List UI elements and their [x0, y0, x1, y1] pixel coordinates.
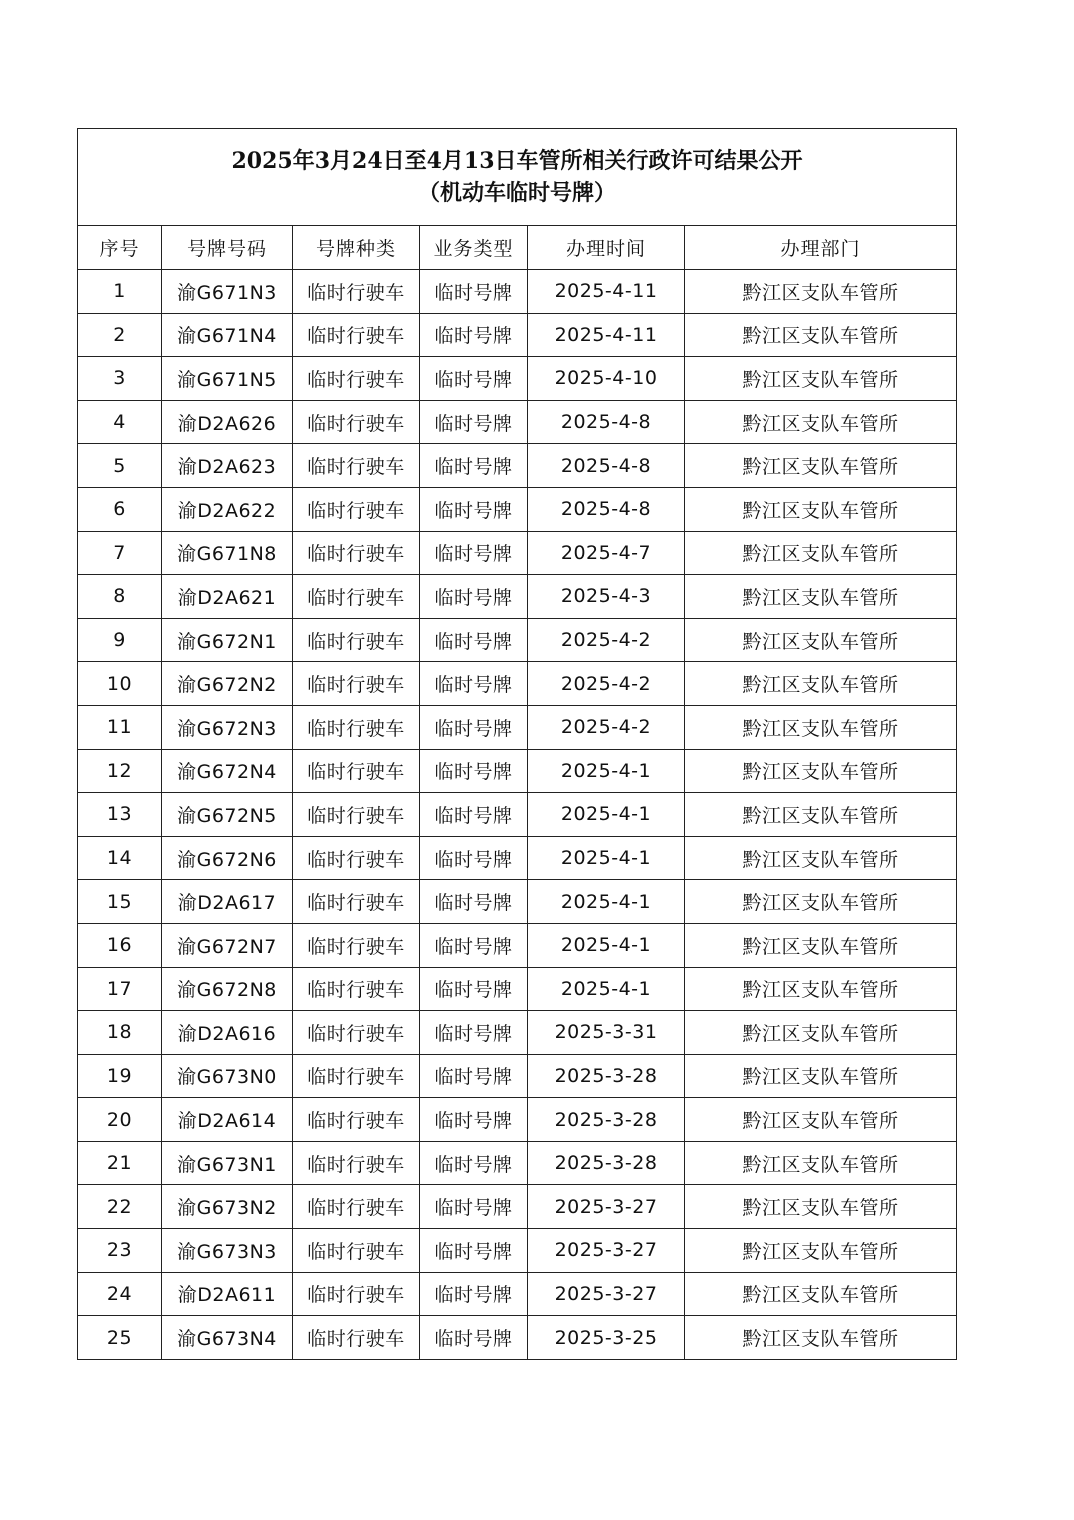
cell-department: 黔江区支队车管所 — [685, 923, 957, 967]
cell-plate-type: 临时行驶车 — [293, 270, 420, 314]
cell-department: 黔江区支队车管所 — [685, 487, 957, 531]
cell-plate-type: 临时行驶车 — [293, 1229, 420, 1273]
cell-plate-number: 渝D2A614 — [162, 1098, 293, 1142]
cell-department: 黔江区支队车管所 — [685, 749, 957, 793]
cell-processing-date: 2025-4-1 — [528, 793, 685, 837]
cell-department: 黔江区支队车管所 — [685, 1098, 957, 1142]
cell-processing-date: 2025-3-28 — [528, 1054, 685, 1098]
cell-processing-date: 2025-3-25 — [528, 1316, 685, 1360]
cell-index: 2 — [78, 313, 162, 357]
cell-plate-number: 渝G673N1 — [162, 1141, 293, 1185]
cell-plate-type: 临时行驶车 — [293, 923, 420, 967]
cell-plate-type: 临时行驶车 — [293, 444, 420, 488]
cell-plate-number: 渝D2A611 — [162, 1272, 293, 1316]
cell-department: 黔江区支队车管所 — [685, 270, 957, 314]
cell-index: 25 — [78, 1316, 162, 1360]
cell-department: 黔江区支队车管所 — [685, 357, 957, 401]
cell-department: 黔江区支队车管所 — [685, 1316, 957, 1360]
table-row — [78, 1054, 957, 1098]
table-row — [78, 967, 957, 1011]
table-row — [78, 923, 957, 967]
table-row — [78, 662, 957, 706]
cell-plate-type: 临时行驶车 — [293, 357, 420, 401]
cell-department: 黔江区支队车管所 — [685, 836, 957, 880]
cell-plate-number: 渝G673N3 — [162, 1229, 293, 1273]
cell-processing-date: 2025-4-8 — [528, 487, 685, 531]
document-title — [78, 129, 957, 226]
cell-index: 20 — [78, 1098, 162, 1142]
cell-plate-number: 渝G671N5 — [162, 357, 293, 401]
cell-processing-date: 2025-4-1 — [528, 880, 685, 924]
table-row — [78, 313, 957, 357]
cell-plate-number: 渝G672N8 — [162, 967, 293, 1011]
cell-plate-number: 渝G673N4 — [162, 1316, 293, 1360]
cell-index: 10 — [78, 662, 162, 706]
column-header-plate-type: 号牌种类 — [293, 226, 420, 270]
table-row — [78, 270, 957, 314]
table-row — [78, 1098, 957, 1142]
cell-business-type: 临时号牌 — [420, 749, 528, 793]
table-row — [78, 1011, 957, 1055]
cell-plate-number: 渝D2A617 — [162, 880, 293, 924]
cell-index: 9 — [78, 618, 162, 662]
cell-plate-type: 临时行驶车 — [293, 880, 420, 924]
cell-department: 黔江区支队车管所 — [685, 531, 957, 575]
title-line-2: （机动车临时号牌） — [418, 180, 617, 206]
cell-processing-date: 2025-3-27 — [528, 1229, 685, 1273]
cell-plate-type: 临时行驶车 — [293, 662, 420, 706]
cell-plate-number: 渝G671N8 — [162, 531, 293, 575]
cell-department: 黔江区支队车管所 — [685, 1185, 957, 1229]
table-row — [78, 487, 957, 531]
table-row — [78, 880, 957, 924]
cell-plate-number: 渝D2A623 — [162, 444, 293, 488]
cell-plate-type: 临时行驶车 — [293, 313, 420, 357]
cell-business-type: 临时号牌 — [420, 444, 528, 488]
cell-index: 5 — [78, 444, 162, 488]
cell-plate-number: 渝G672N3 — [162, 705, 293, 749]
cell-index: 15 — [78, 880, 162, 924]
table-row — [78, 1229, 957, 1273]
cell-department: 黔江区支队车管所 — [685, 967, 957, 1011]
cell-index: 22 — [78, 1185, 162, 1229]
cell-index: 18 — [78, 1011, 162, 1055]
cell-plate-number: 渝D2A626 — [162, 400, 293, 444]
cell-index: 21 — [78, 1141, 162, 1185]
cell-department: 黔江区支队车管所 — [685, 662, 957, 706]
cell-plate-type: 临时行驶车 — [293, 575, 420, 619]
cell-department: 黔江区支队车管所 — [685, 793, 957, 837]
cell-index: 7 — [78, 531, 162, 575]
cell-index: 11 — [78, 705, 162, 749]
cell-business-type: 临时号牌 — [420, 487, 528, 531]
cell-plate-type: 临时行驶车 — [293, 967, 420, 1011]
cell-plate-number: 渝G673N0 — [162, 1054, 293, 1098]
title-line-1: 2025年3月24日至4月13日车管所相关行政许可结果公开 — [231, 148, 803, 174]
cell-plate-number: 渝G672N6 — [162, 836, 293, 880]
cell-plate-type: 临时行驶车 — [293, 1141, 420, 1185]
cell-business-type: 临时号牌 — [420, 793, 528, 837]
cell-plate-type: 临时行驶车 — [293, 705, 420, 749]
table-row — [78, 400, 957, 444]
cell-plate-type: 临时行驶车 — [293, 487, 420, 531]
table-row — [78, 705, 957, 749]
table-row — [78, 444, 957, 488]
cell-processing-date: 2025-4-2 — [528, 618, 685, 662]
cell-department: 黔江区支队车管所 — [685, 400, 957, 444]
cell-business-type: 临时号牌 — [420, 923, 528, 967]
cell-processing-date: 2025-3-27 — [528, 1272, 685, 1316]
cell-index: 24 — [78, 1272, 162, 1316]
table-row — [78, 1316, 957, 1360]
cell-processing-date: 2025-4-11 — [528, 313, 685, 357]
cell-business-type: 临时号牌 — [420, 575, 528, 619]
cell-index: 8 — [78, 575, 162, 619]
results-table — [77, 128, 957, 1360]
cell-plate-number: 渝D2A621 — [162, 575, 293, 619]
cell-plate-type: 临时行驶车 — [293, 1316, 420, 1360]
cell-business-type: 临时号牌 — [420, 357, 528, 401]
cell-business-type: 临时号牌 — [420, 531, 528, 575]
cell-index: 14 — [78, 836, 162, 880]
cell-processing-date: 2025-4-8 — [528, 400, 685, 444]
cell-processing-date: 2025-3-28 — [528, 1098, 685, 1142]
cell-business-type: 临时号牌 — [420, 836, 528, 880]
table-row — [78, 749, 957, 793]
cell-processing-date: 2025-4-8 — [528, 444, 685, 488]
cell-processing-date: 2025-4-1 — [528, 836, 685, 880]
cell-processing-date: 2025-4-1 — [528, 967, 685, 1011]
cell-index: 19 — [78, 1054, 162, 1098]
cell-plate-number: 渝G672N7 — [162, 923, 293, 967]
cell-business-type: 临时号牌 — [420, 967, 528, 1011]
cell-index: 1 — [78, 270, 162, 314]
cell-plate-type: 临时行驶车 — [293, 1054, 420, 1098]
cell-department: 黔江区支队车管所 — [685, 1272, 957, 1316]
cell-department: 黔江区支队车管所 — [685, 1011, 957, 1055]
cell-processing-date: 2025-4-7 — [528, 531, 685, 575]
column-header-business-type: 业务类型 — [420, 226, 528, 270]
column-header-processing-date: 办理时间 — [528, 226, 685, 270]
title-row — [78, 129, 957, 226]
table-row — [78, 1185, 957, 1229]
cell-plate-type: 临时行驶车 — [293, 793, 420, 837]
cell-index: 12 — [78, 749, 162, 793]
cell-plate-type: 临时行驶车 — [293, 1011, 420, 1055]
cell-processing-date: 2025-3-28 — [528, 1141, 685, 1185]
table-row — [78, 1272, 957, 1316]
table-row — [78, 1141, 957, 1185]
cell-business-type: 临时号牌 — [420, 705, 528, 749]
cell-processing-date: 2025-4-2 — [528, 705, 685, 749]
table-row — [78, 793, 957, 837]
cell-processing-date: 2025-3-27 — [528, 1185, 685, 1229]
cell-index: 6 — [78, 487, 162, 531]
cell-business-type: 临时号牌 — [420, 1011, 528, 1055]
cell-processing-date: 2025-4-11 — [528, 270, 685, 314]
cell-plate-number: 渝G673N2 — [162, 1185, 293, 1229]
table-row — [78, 575, 957, 619]
table-row — [78, 836, 957, 880]
cell-business-type: 临时号牌 — [420, 1229, 528, 1273]
cell-department: 黔江区支队车管所 — [685, 444, 957, 488]
cell-plate-number: 渝G672N5 — [162, 793, 293, 837]
cell-department: 黔江区支队车管所 — [685, 575, 957, 619]
cell-business-type: 临时号牌 — [420, 1316, 528, 1360]
cell-department: 黔江区支队车管所 — [685, 1229, 957, 1273]
cell-business-type: 临时号牌 — [420, 662, 528, 706]
cell-processing-date: 2025-3-31 — [528, 1011, 685, 1055]
cell-business-type: 临时号牌 — [420, 400, 528, 444]
cell-processing-date: 2025-4-3 — [528, 575, 685, 619]
cell-business-type: 临时号牌 — [420, 618, 528, 662]
cell-plate-type: 临时行驶车 — [293, 749, 420, 793]
cell-plate-type: 临时行驶车 — [293, 1098, 420, 1142]
cell-index: 17 — [78, 967, 162, 1011]
cell-plate-type: 临时行驶车 — [293, 836, 420, 880]
cell-plate-number: 渝G672N1 — [162, 618, 293, 662]
cell-index: 23 — [78, 1229, 162, 1273]
cell-plate-type: 临时行驶车 — [293, 1272, 420, 1316]
cell-business-type: 临时号牌 — [420, 1054, 528, 1098]
table-row — [78, 618, 957, 662]
cell-plate-number: 渝D2A616 — [162, 1011, 293, 1055]
cell-business-type: 临时号牌 — [420, 1098, 528, 1142]
column-header-row — [78, 226, 957, 270]
column-header-department: 办理部门 — [685, 226, 957, 270]
cell-business-type: 临时号牌 — [420, 1272, 528, 1316]
cell-processing-date: 2025-4-1 — [528, 749, 685, 793]
cell-department: 黔江区支队车管所 — [685, 618, 957, 662]
column-header-plate-number: 号牌号码 — [162, 226, 293, 270]
cell-department: 黔江区支队车管所 — [685, 705, 957, 749]
cell-plate-type: 临时行驶车 — [293, 618, 420, 662]
table-row — [78, 531, 957, 575]
cell-index: 16 — [78, 923, 162, 967]
cell-department: 黔江区支队车管所 — [685, 1141, 957, 1185]
cell-plate-type: 临时行驶车 — [293, 1185, 420, 1229]
cell-processing-date: 2025-4-10 — [528, 357, 685, 401]
cell-business-type: 临时号牌 — [420, 1185, 528, 1229]
cell-business-type: 临时号牌 — [420, 880, 528, 924]
cell-index: 4 — [78, 400, 162, 444]
cell-business-type: 临时号牌 — [420, 270, 528, 314]
cell-processing-date: 2025-4-2 — [528, 662, 685, 706]
column-header-index: 序号 — [78, 226, 162, 270]
cell-plate-type: 临时行驶车 — [293, 531, 420, 575]
cell-plate-number: 渝G671N4 — [162, 313, 293, 357]
cell-plate-number: 渝G672N4 — [162, 749, 293, 793]
table-body — [78, 270, 957, 1360]
cell-department: 黔江区支队车管所 — [685, 313, 957, 357]
cell-plate-number: 渝G671N3 — [162, 270, 293, 314]
cell-business-type: 临时号牌 — [420, 313, 528, 357]
cell-department: 黔江区支队车管所 — [685, 880, 957, 924]
cell-index: 13 — [78, 793, 162, 837]
cell-department: 黔江区支队车管所 — [685, 1054, 957, 1098]
cell-plate-type: 临时行驶车 — [293, 400, 420, 444]
cell-processing-date: 2025-4-1 — [528, 923, 685, 967]
cell-index: 3 — [78, 357, 162, 401]
cell-plate-number: 渝G672N2 — [162, 662, 293, 706]
cell-business-type: 临时号牌 — [420, 1141, 528, 1185]
cell-plate-number: 渝D2A622 — [162, 487, 293, 531]
table-row — [78, 357, 957, 401]
